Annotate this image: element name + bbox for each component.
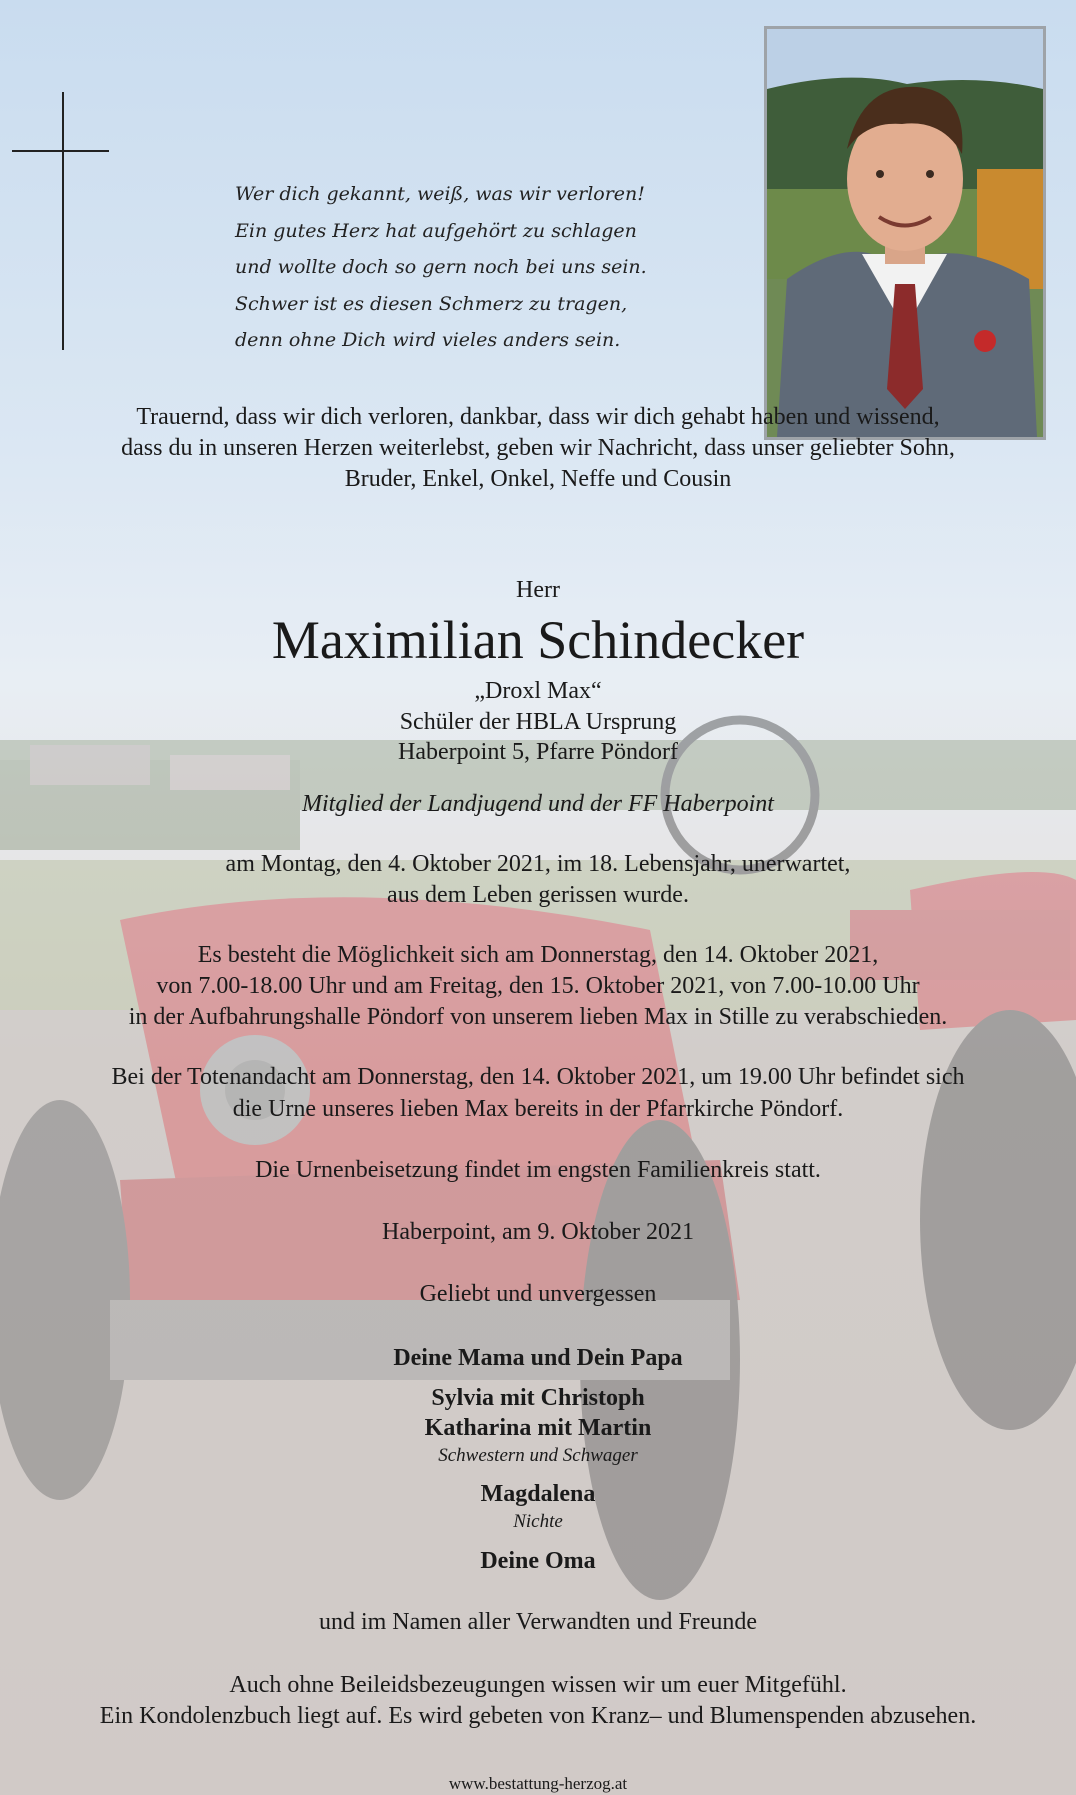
death-line: aus dem Leben gerissen wurde. [387,882,689,908]
farewell-line: von 7.00-18.00 Uhr und am Freitag, den 15. Oktober 2021, von 7.00-10.00 Uhr [156,973,920,999]
family-role: Nichte [513,1511,563,1532]
family-grandma: Deine Oma [480,1548,596,1574]
closing-line: Ein Kondolenzbuch liegt auf. Es wird gebeten von Kranz– und Blumenspenden abzusehen. [99,1703,977,1729]
poem-line: denn ohne Dich wird vieles anders sein. [235,329,621,351]
intro-line: dass du in unseren Herzen weiterlebst, geben wir Nachricht, dass unser geliebter Sohn, [121,435,955,461]
address: Haberpoint 5, Pfarre Pöndorf [398,739,678,765]
family-sister: Katharina mit Martin [424,1415,652,1441]
poem-line: Wer dich gekannt, weiß, was wir verloren! [235,183,645,205]
nickname: „Droxl Max“ [474,678,602,704]
membership: Mitglied der Landjugend und der FF Haberpoint [302,791,774,817]
deceased-name: Maximilian Schindecker [271,610,805,670]
family-niece: Magdalena [480,1481,596,1507]
death-line: am Montag, den 4. Oktober 2021, im 18. Lebensjahr, unerwartet, [225,851,851,877]
honorific: Herr [516,577,560,603]
portrait-photo [764,26,1046,440]
footer-url: www.bestattung-herzog.at [448,1774,628,1793]
intro-line: Trauernd, dass wir dich verloren, dankbar, dass wir dich gehabt haben und wissend, [136,404,940,430]
poem-line: Ein gutes Herz hat aufgehört zu schlagen [235,219,637,242]
cross-symbol [12,92,110,352]
farewell-line: in der Aufbahrungshalle Pöndorf von unserem lieben Max in Stille zu verabschieden. [128,1004,948,1030]
school: Schüler der HBLA Ursprung [399,709,677,735]
intro-line: Bruder, Enkel, Onkel, Neffe und Cousin [344,466,732,492]
closing-line: Auch ohne Beileidsbezeugungen wissen wir um euer Mitgefühl. [229,1672,847,1698]
burial-line: Die Urnenbeisetzung findet im engsten Familienkreis statt. [255,1157,821,1183]
farewell-line: Es besteht die Möglichkeit sich am Donnerstag, den 14. Oktober 2021, [197,942,879,968]
place-date: Haberpoint, am 9. Oktober 2021 [382,1219,694,1245]
poem-line: und wollte doch so gern noch bei uns sein. [235,256,647,278]
poem [235,176,647,359]
family-role: Schwestern und Schwager [438,1445,638,1466]
family-sister: Sylvia mit Christoph [431,1385,645,1411]
family-parents: Deine Mama und Dein Papa [393,1345,683,1371]
poem-line: Schwer ist es diesen Schmerz zu tragen, [235,292,628,315]
vigil-line: die Urne unseres lieben Max bereits in der Pfarrkirche Pöndorf. [232,1096,844,1122]
vigil-line: Bei der Totenandacht am Donnerstag, den 14. Oktober 2021, um 19.00 Uhr befindet sich [111,1064,965,1090]
remembered: Geliebt und unvergessen [419,1281,657,1307]
relatives-line: und im Namen aller Verwandten und Freunde [318,1609,758,1635]
